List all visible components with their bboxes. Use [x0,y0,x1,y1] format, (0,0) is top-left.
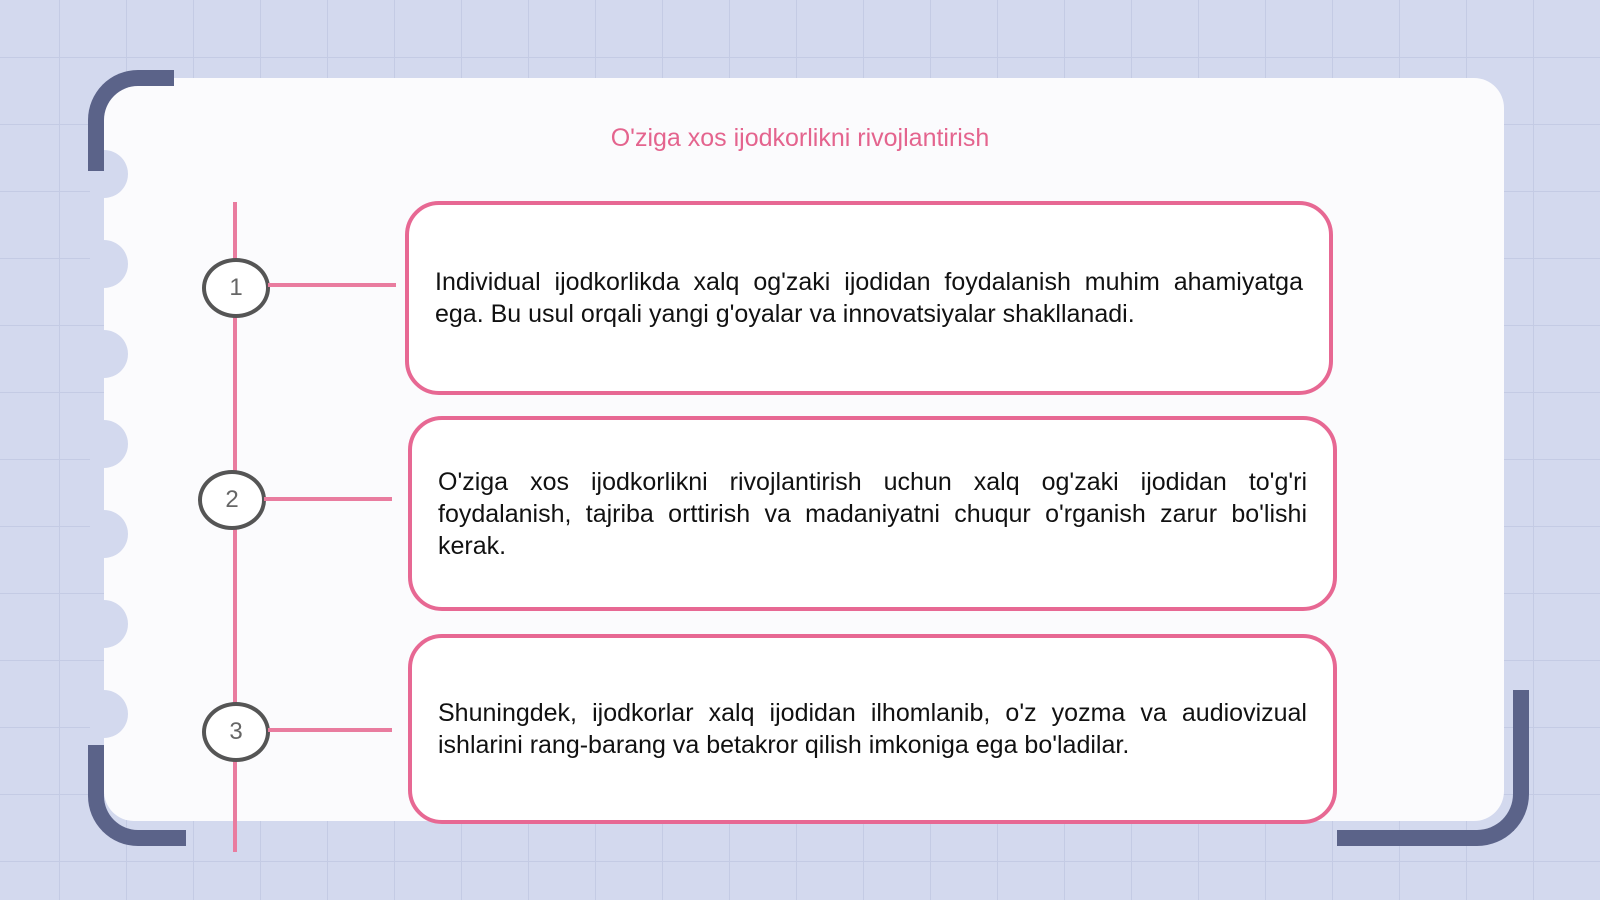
step-box [405,201,1333,395]
step-text: Individual ijodkorlikda xalq og'zaki ijodidan foydalanish muhim ahamiyatga ega. Bu usul orqali yangi g'oyalar va innovatsiyalar shakllanadi. [435,268,1303,328]
corner-bracket-bottom-right [1337,690,1529,846]
corner-bracket-bottom-left [88,745,186,846]
step-number-circle: 1 [202,258,270,318]
step-box [408,416,1337,611]
step-text: Shuningdek, ijodkorlar xalq ijodidan ilhomlanib, o'z yozma va audiovizual ishlarini rang-barang va betakror qilish imkoniga ega bo'ladilar. [438,699,1307,759]
step-connector [268,283,396,287]
step-box [408,634,1337,824]
corner-bracket-top-left [88,70,174,171]
step-number-circle: 2 [198,470,266,530]
step-text: O'ziga xos ijodkorlikni rivojlantirish uchun xalq og'zaki ijodidan to'g'ri foydalanish, tajriba orttirish va madaniyatni chuqur o'rganish zarur bo'lishi kerak. [438,467,1307,560]
step-number-circle: 3 [202,702,270,762]
step-connector [264,497,392,501]
slide-title: O'ziga xos ijodkorlikni rivojlantirish [610,124,990,152]
step-connector [268,728,392,732]
